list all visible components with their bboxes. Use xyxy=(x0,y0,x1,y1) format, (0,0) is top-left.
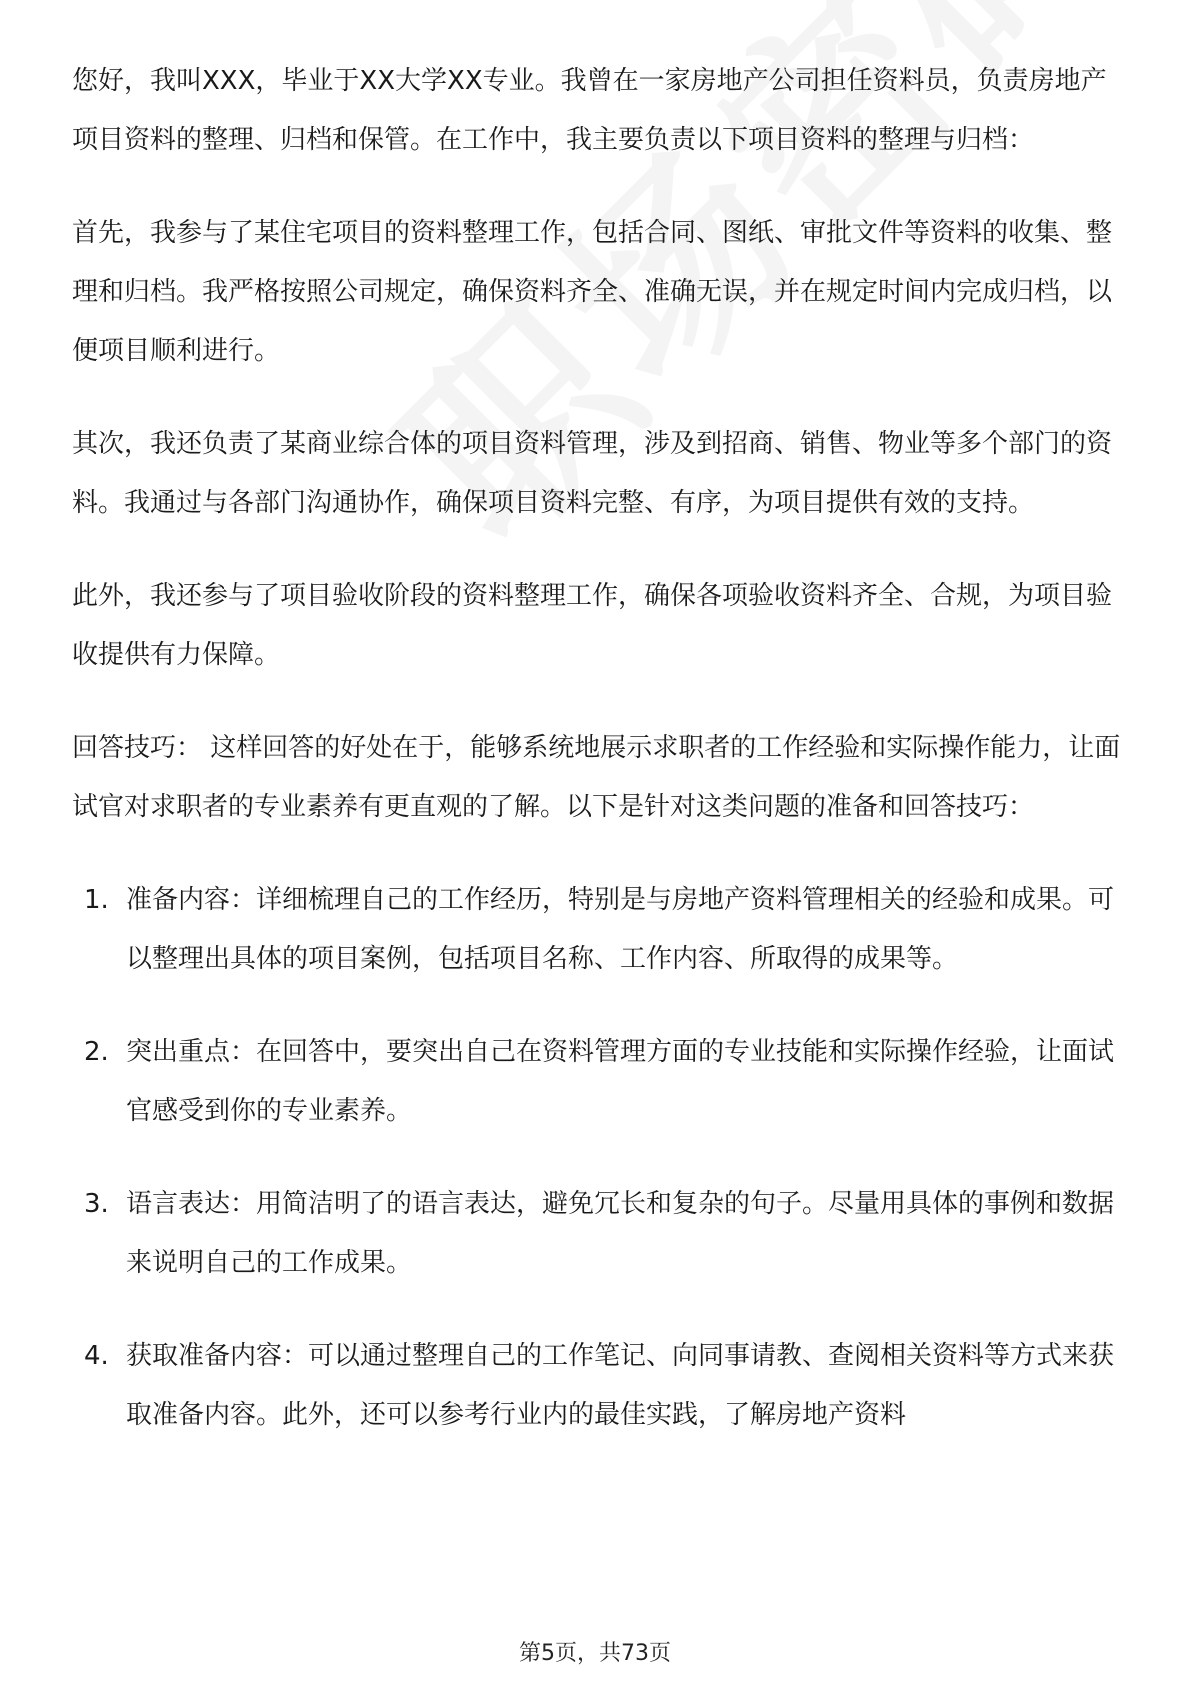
list-item xyxy=(72,871,1132,989)
intro-paragraph: 您好，我叫XXX，毕业于XX大学XX专业。我曾在一家房地产公司担任资料员，负责房地产项目资料的整理、归档和保管。在工作中，我主要负责以下项目资料的整理与归档： xyxy=(72,66,1107,155)
second-point-paragraph: 其次，我还负责了某商业综合体的项目资料管理，涉及到招商、销售、物业等多个部门的资料。我通过与各部门沟通协作，确保项目资料完整、有序，为项目提供有效的支持。 xyxy=(72,429,1113,518)
list-item-text: 准备内容：详细梳理自己的工作经历，特别是与房地产资料管理相关的经验和成果。可以整理出具体的项目案例，包括项目名称、工作内容、所取得的成果等。 xyxy=(126,885,1115,974)
list-item xyxy=(72,1327,1132,1445)
list-item-text: 突出重点：在回答中，要突出自己在资料管理方面的专业技能和实际操作经验，让面试官感受到你的专业素养。 xyxy=(126,1037,1115,1126)
list-item xyxy=(72,1175,1132,1293)
answer-tips-paragraph: 回答技巧： 这样回答的好处在于，能够系统地展示求职者的工作经验和实际操作能力，让面试官对求职者的专业素养有更直观的了解。以下是针对这类问题的准备和回答技巧： xyxy=(72,733,1121,822)
list-number: 4. xyxy=(84,1341,109,1371)
list-item xyxy=(72,1023,1132,1141)
third-point-paragraph: 此外，我还参与了项目验收阶段的资料整理工作，确保各项验收资料齐全、合规，为项目验收提供有力保障。 xyxy=(72,581,1113,670)
list-number: 1. xyxy=(84,885,109,915)
tips-list xyxy=(72,871,1132,1445)
list-number: 2. xyxy=(84,1037,109,1067)
list-item-text: 语言表达：用简洁明了的语言表达，避免冗长和复杂的句子。尽量用具体的事例和数据来说明自己的工作成果。 xyxy=(126,1189,1115,1278)
page-number: 第5页，共73页 xyxy=(519,1641,671,1666)
list-number: 3. xyxy=(84,1189,109,1219)
first-point-paragraph: 首先，我参与了某住宅项目的资料整理工作，包括合同、图纸、审批文件等资料的收集、整理和归档。我严格按照公司规定，确保资料齐全、准确无误，并在规定时间内完成归档，以便项目顺利进行。 xyxy=(72,218,1113,366)
list-item-text: 获取准备内容：可以通过整理自己的工作笔记、向同事请教、查阅相关资料等方式来获取准备内容。此外，还可以参考行业内的最佳实践，了解房地产资料 xyxy=(126,1341,1115,1430)
page-footer xyxy=(0,1636,1190,1667)
document-body xyxy=(72,52,1132,1479)
